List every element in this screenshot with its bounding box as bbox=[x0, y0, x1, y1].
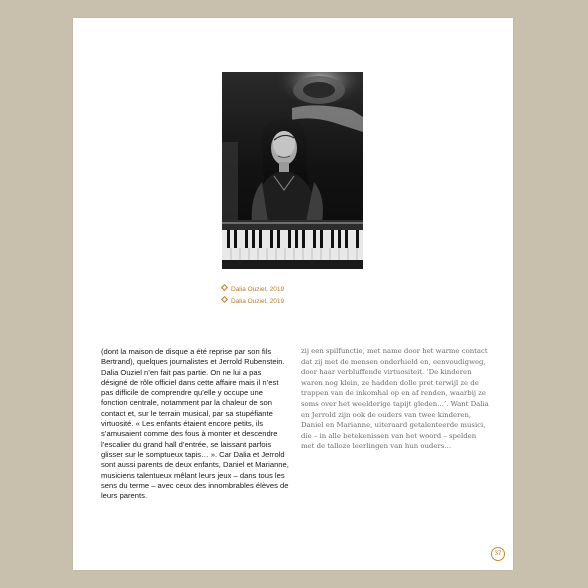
diamond-bullet-icon bbox=[221, 284, 228, 291]
french-text-column: (dont la maison de disque a été reprise par son fils Bertrand), quelques journalistes et Jerrold Rubenstein. Dalia Ouziel n’en fait pas partie. On ne lui a pas désigné de rôle officiel dans cette affaire mais il n’est pas difficile de comprendre qu’elle y occupe une fonction centrale, notamment par la chaleur de son contact et, sur le terrain musical, par sa stupéfiante virtuosité. « Les enfants étaient encore petits, ils s’amusaient comme des fous à monter et descendre l’escalier du grand hall d’entrée, se laissant parfois glisser sur le somptueux tapis… ». Car Dalia et Jerrold sont aussi parents de deux enfants, Daniel et Marianne, musiciens talentueux mêlant leurs jeux – dans tous les sens du terme – avec ceux des innombrables élèves de leurs parents. bbox=[101, 347, 289, 501]
diamond-bullet-icon bbox=[221, 296, 228, 303]
woman-at-piano-photo bbox=[222, 72, 363, 269]
caption-text: Dalia Ouziel, 2019 bbox=[231, 298, 285, 305]
page-number: 37 bbox=[491, 547, 505, 561]
caption-line bbox=[222, 284, 284, 296]
caption-text: Dalia Ouziel, 2019 bbox=[231, 286, 285, 293]
photo-captions bbox=[222, 284, 284, 308]
caption-line bbox=[222, 296, 284, 308]
dutch-text-column: zij een spilfunctie, met name door het warme contact dat zij met de mensen onderhield en, eenvoudigweg, door haar verbluffende virtuositeit. ‘De kinderen waren nog klein, ze hadden dolle pret terwijl ze de trappen van de inkomhal op en af renden, waarbij ze soms over het weelderige tapijt gleden…’. Want Dalia en Jerrold zijn ook de ouders van twee kinderen, Daniel en Marianne, uiteraard getalenteerde musici, die – in alle betekenissen van het woord – spelden met de talloze leerlingen van hun ouders… bbox=[301, 347, 489, 451]
book-page bbox=[73, 18, 513, 570]
